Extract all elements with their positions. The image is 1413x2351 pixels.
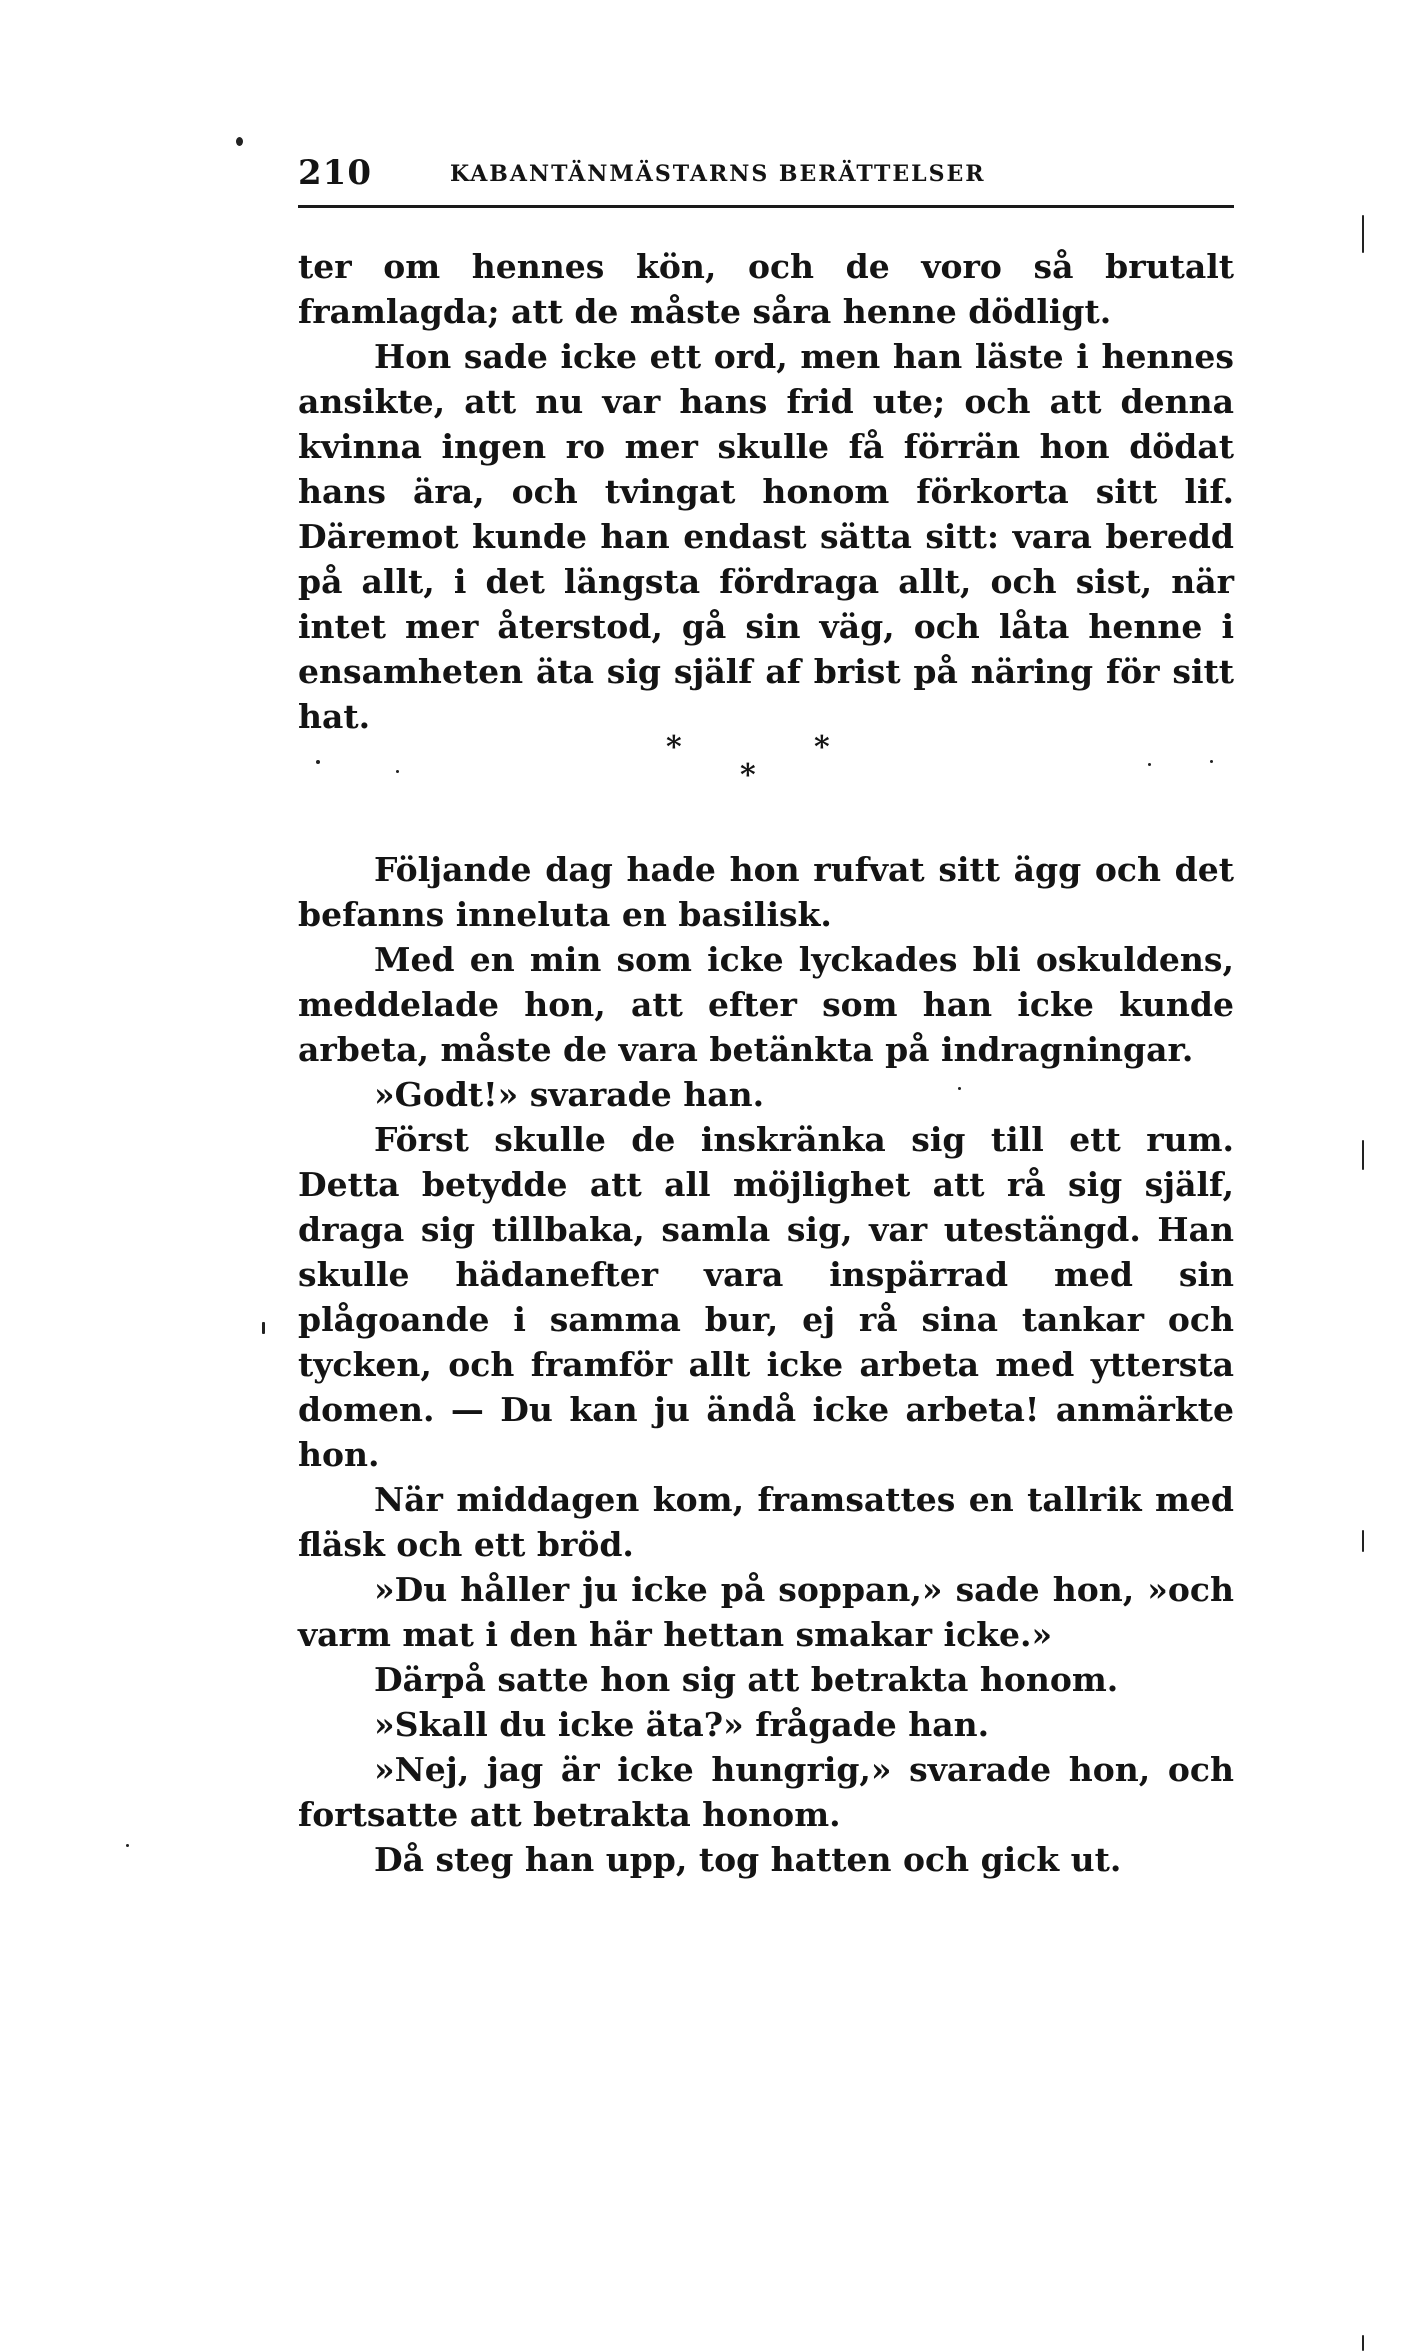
scan-speck: [1362, 215, 1364, 253]
paragraph: »Du håller ju icke på soppan,» sade hon, »och varm mat i den här hettan smakar icke.»: [298, 1570, 1234, 1654]
paragraph: När middagen kom, framsattes en tallrik med fläsk och ett bröd.: [298, 1480, 1234, 1564]
paragraph: Först skulle de inskränka sig till ett rum. Detta betydde att all möjlighet att rå sig själf, draga sig tillbaka, samla sig, var utestängd. Han skulle hädanefter vara inspärrad med sin plågoande i samma bur, ej rå sina tankar och tycken, och framför allt icke arbeta med yttersta domen. — Du kan ju ändå icke arbeta! anmärkte hon.: [298, 1120, 1234, 1474]
text-section-1: [298, 244, 1234, 739]
paragraph: ter om hennes kön, och de voro så brutalt framlagda; att de måste såra henne dödligt.: [298, 247, 1234, 331]
paragraph: Hon sade icke ett ord, men han läste i hennes ansikte, att nu var hans frid ute; och att denna kvinna ingen ro mer skulle få förrän hon dödat hans ära, och tvingat honom förkorta sitt lif. Däremot kunde han endast sätta sitt: vara beredd på allt, i det längsta fördraga allt, och sist, när intet mer återstod, gå sin väg, och låta henne i ensamheten äta sig själf af brist på näring för sitt hat.: [298, 337, 1234, 736]
scan-speck: [316, 760, 320, 764]
scan-speck: [1148, 763, 1151, 766]
scan-speck: [236, 137, 243, 146]
paragraph: »Skall du icke äta?» frågade han.: [374, 1705, 990, 1744]
scan-speck: [1362, 2335, 1364, 2351]
scan-speck: [1362, 1140, 1364, 1170]
running-title: KABANTÄNMÄSTARNS BERÄTTELSER: [450, 161, 986, 187]
page-number: 210: [298, 153, 372, 193]
paragraph: »Nej, jag är icke hungrig,» svarade hon, och fortsatte att betrakta honom.: [298, 1750, 1234, 1834]
paragraph: Då steg han upp, tog hatten och gick ut.: [374, 1840, 1122, 1879]
paragraph: Följande dag hade hon rufvat sitt ägg och det befanns inneluta en basilisk.: [298, 850, 1234, 934]
scan-speck: [262, 1322, 265, 1334]
paragraph: »Godt!» svarade han.: [374, 1075, 765, 1114]
asterisk-mark: *: [740, 758, 756, 793]
scan-speck: [1210, 760, 1213, 763]
paragraph: Med en min som icke lyckades bli oskuldens, meddelade hon, att efter som han icke kunde arbeta, måste de vara betänkta på indragningar.: [298, 940, 1234, 1069]
text-section-2: [298, 847, 1234, 1882]
asterisk-mark: *: [666, 730, 682, 765]
scan-speck: [396, 770, 399, 773]
page-header: [298, 153, 1233, 193]
scan-speck: [126, 1844, 129, 1847]
scan-speck: [1362, 1530, 1364, 1552]
asterisk-mark: *: [814, 730, 830, 765]
header-rule: [298, 205, 1234, 208]
section-separator: [660, 730, 860, 800]
paragraph: Därpå satte hon sig att betrakta honom.: [374, 1660, 1119, 1699]
